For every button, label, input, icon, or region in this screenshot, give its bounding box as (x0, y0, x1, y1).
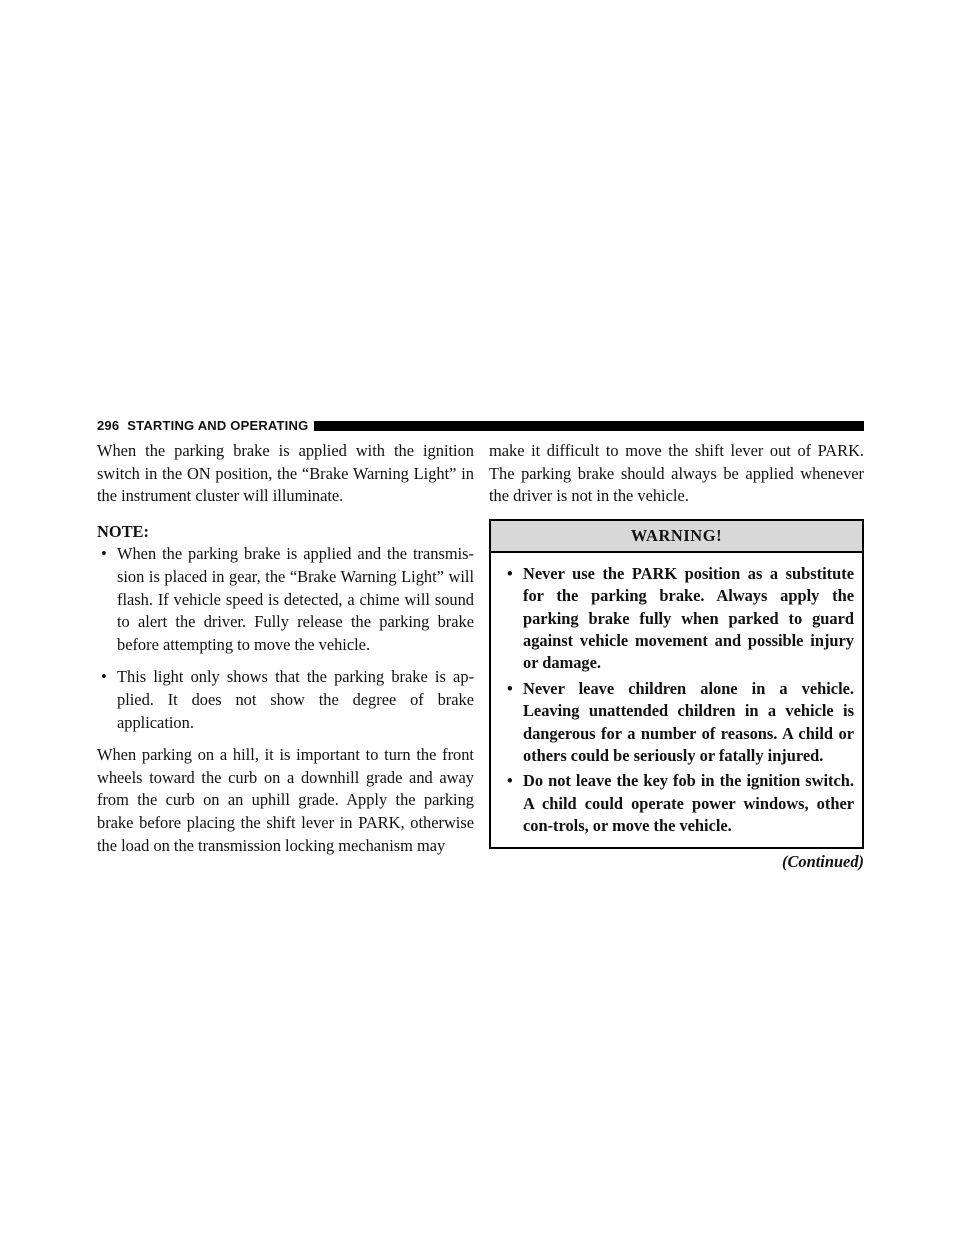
bullet-icon: • (101, 544, 107, 564)
continued-label: (Continued) (782, 851, 864, 871)
warning-box (489, 519, 864, 849)
bullet-icon: • (507, 563, 513, 583)
note-list (97, 543, 474, 734)
note-item-text: This light only shows that the parking brake is ap-plied. It does not show the degree of brake application. (117, 667, 474, 732)
warning-item-text: Never use the PARK position as a substitute for the parking brake. Always apply the parking brake fully when parked to guard against vehicle movement and possible injury or damage. (523, 563, 854, 673)
note-item (97, 666, 474, 734)
warning-body (491, 553, 862, 847)
note-item (97, 543, 474, 656)
left-column (97, 440, 474, 857)
warning-list (503, 563, 854, 838)
warning-item-text: Never leave children alone in a vehicle. Leaving unattended children in a vehicle is dangerous for a number of reasons. A child or others could be seriously or fatally injured. (523, 678, 854, 766)
paragraph-brake-warning-light: When the parking brake is applied with the ignition switch in the ON position, the “Brake Warning Light” in the instrument cluster will illuminate. (97, 441, 474, 506)
note-heading: NOTE: (97, 521, 149, 541)
section-title: STARTING AND OPERATING (127, 418, 309, 433)
warning-item (503, 678, 854, 768)
bullet-icon: • (101, 667, 107, 687)
bullet-icon: • (507, 678, 513, 698)
page-header (97, 418, 864, 434)
paragraph-continuation: make it difficult to move the shift lever out of PARK. The parking brake should always be applied whenever the driver is not in the vehicle. (489, 441, 864, 506)
page-number: 296 (97, 418, 120, 433)
running-head (97, 418, 314, 434)
right-column (489, 440, 864, 873)
paragraph-parking-on-hill: When parking on a hill, it is important to turn the front wheels toward the curb on a downhill grade and away from the curb on an uphill grade. Apply the parking brake before placing the shift lever in PARK, otherwise the load on the transmission locking mechanism may (97, 745, 474, 855)
note-item-text: When the parking brake is applied and the transmis-sion is placed in gear, the “Brake Warning Light” will flash. If vehicle speed is detected, a chime will sound to alert the driver. Fully release the parking brake before attempting to move the vehicle. (117, 544, 474, 654)
warning-item (503, 563, 854, 675)
bullet-icon: • (507, 771, 513, 791)
warning-item (503, 770, 854, 837)
warning-item-text: Do not leave the key fob in the ignition switch. A child could operate power windows, other con-trols, or move the vehicle. (523, 771, 854, 836)
warning-title: WARNING! (491, 521, 862, 553)
